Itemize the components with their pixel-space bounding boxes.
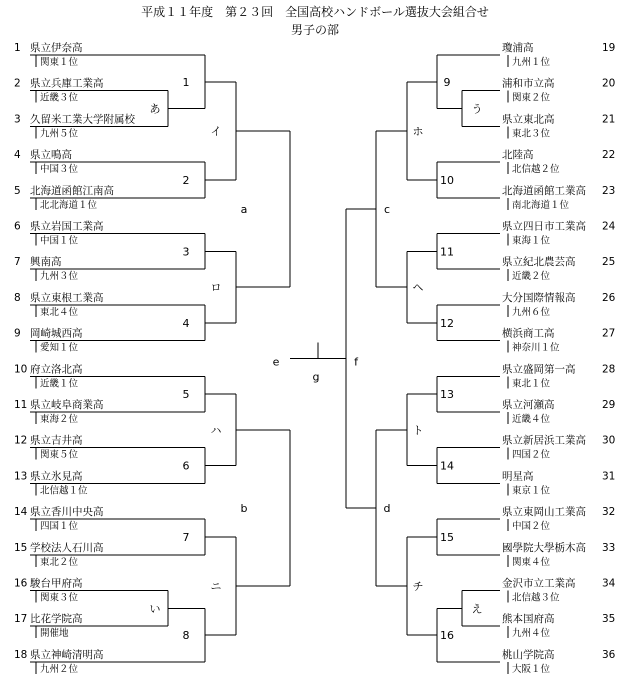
- left-team-region: 九州５位: [40, 128, 79, 140]
- left-team-name: 県立岩国工業高: [30, 220, 104, 233]
- left-team-region: 東北４位: [40, 306, 79, 318]
- left-team-number: 18: [14, 648, 28, 661]
- left-team-region: 中国１位: [40, 235, 79, 247]
- left-semi-label: e: [272, 355, 280, 369]
- right-team-region: 南北海道１位: [512, 199, 570, 211]
- right-team-number: 20: [602, 77, 616, 90]
- right-match-number: 10: [440, 173, 454, 187]
- right-team-name: 國學院大學栃木高: [502, 541, 586, 554]
- left-team-region: 関東３位: [40, 592, 79, 604]
- page-title: 平成１１年度 第２３回 全国高校ハンドボール選抜大会組合せ: [141, 5, 489, 19]
- right-team-name: 県立河瀬高: [502, 399, 555, 411]
- left-match-number: 6: [182, 459, 190, 473]
- left-team-name: 県立香川中央高: [30, 506, 104, 519]
- left-round2-label: ロ: [210, 281, 222, 295]
- right-team-number: 29: [602, 399, 616, 411]
- right-team-name: 県立新居浜工業高: [502, 434, 586, 447]
- right-team-region: 北信越２位: [512, 164, 560, 176]
- left-team-region: 東海２位: [40, 414, 79, 425]
- right-team-name: 県立盛岡第一高: [502, 363, 576, 376]
- left-team-number: 4: [14, 149, 21, 162]
- right-match-number: 15: [440, 530, 454, 544]
- right-team-name: 金沢市立工業高: [502, 577, 576, 590]
- right-team-number: 30: [602, 434, 616, 447]
- left-team-number: 12: [14, 434, 28, 447]
- left-team-number: 2: [14, 77, 21, 90]
- left-team-number: 5: [14, 184, 21, 197]
- right-round3-label: c: [383, 202, 391, 216]
- right-team-name: 大分国際情報高: [502, 291, 576, 304]
- right-round2-label: チ: [412, 580, 424, 594]
- left-match-number: 2: [182, 173, 190, 187]
- right-team-name: 県立東北高: [502, 113, 555, 126]
- left-team-name: 府立洛北高: [30, 363, 83, 376]
- left-team-name: 県立氷見高: [30, 470, 83, 483]
- right-team-region: 関東２位: [512, 92, 551, 104]
- left-team-number: 16: [14, 577, 28, 590]
- left-team-number: 11: [14, 399, 28, 411]
- right-match-number: 13: [440, 388, 454, 402]
- left-team-number: 6: [14, 220, 21, 233]
- right-team-number: 34: [602, 577, 616, 590]
- right-team-name: 北海道函館工業高: [502, 184, 586, 197]
- right-team-region: 関東４位: [512, 556, 551, 568]
- left-team-name: 県立岐阜商業高: [30, 399, 104, 411]
- left-team-region: 中国３位: [40, 164, 79, 176]
- left-team-name: 北海道函館江南高: [30, 184, 114, 197]
- left-team-name: 学校法人石川高: [30, 541, 104, 554]
- left-team-region: 愛知１位: [40, 342, 79, 354]
- right-prelim-label: う: [471, 102, 483, 116]
- right-team-name: 瓊浦高: [502, 42, 534, 54]
- left-prelim-label: い: [149, 602, 161, 616]
- right-team-number: 31: [602, 470, 616, 483]
- left-round3-label: b: [240, 501, 248, 515]
- right-team-name: 県立紀北農芸高: [502, 256, 576, 269]
- right-team-name: 横浜商工高: [502, 327, 555, 340]
- left-round2-label: ニ: [210, 580, 222, 594]
- right-team-number: 36: [602, 648, 616, 661]
- right-team-region: 東北３位: [512, 128, 551, 140]
- right-team-region: 神奈川１位: [512, 342, 560, 354]
- left-round2-label: イ: [210, 124, 222, 138]
- right-team-number: 27: [602, 327, 616, 340]
- right-team-name: 県立四日市工業高: [502, 220, 586, 233]
- right-team-number: 32: [602, 506, 616, 519]
- left-team-number: 10: [14, 363, 28, 376]
- right-round2-label: ヘ: [412, 281, 424, 295]
- right-team-number: 21: [602, 113, 616, 126]
- left-team-number: 8: [14, 291, 21, 304]
- right-team-number: 24: [602, 220, 616, 233]
- left-team-region: 関東１位: [40, 57, 79, 68]
- right-match-number: 14: [440, 459, 454, 473]
- left-prelim-label: あ: [149, 102, 161, 116]
- right-team-name: 桃山学院高: [502, 648, 555, 661]
- left-team-region: 北信越１位: [40, 485, 88, 497]
- right-team-region: 大阪１位: [512, 663, 551, 675]
- left-team-name: 岡崎城西高: [30, 327, 83, 340]
- left-team-region: 近畿３位: [40, 92, 79, 104]
- right-team-region: 北信越３位: [512, 592, 560, 604]
- right-team-region: 四国２位: [512, 449, 551, 461]
- right-semi-label: f: [354, 355, 358, 369]
- right-team-number: 28: [602, 363, 616, 376]
- left-team-number: 9: [14, 327, 21, 340]
- right-team-region: 九州４位: [512, 628, 551, 640]
- right-team-number: 25: [602, 256, 616, 269]
- right-team-region: 九州１位: [512, 57, 551, 68]
- right-team-name: 明星高: [502, 470, 534, 483]
- right-team-name: 熊本国府高: [502, 613, 555, 626]
- right-round3-label: d: [383, 501, 391, 515]
- right-prelim-label: え: [471, 602, 483, 616]
- right-team-number: 19: [602, 42, 616, 54]
- left-team-number: 15: [14, 541, 28, 554]
- left-team-number: 3: [14, 113, 21, 126]
- left-match-number: 1: [182, 75, 190, 89]
- right-team-name: 浦和市立高: [502, 77, 555, 90]
- right-team-name: 県立東岡山工業高: [502, 506, 586, 519]
- left-team-name: 県立吉井高: [30, 434, 83, 447]
- left-team-region: 北北海道１位: [40, 199, 98, 211]
- right-team-number: 33: [602, 541, 616, 554]
- left-team-name: 県立伊奈高: [30, 42, 83, 54]
- left-team-number: 1: [14, 42, 21, 54]
- left-team-number: 13: [14, 470, 28, 483]
- right-match-number: 12: [440, 316, 454, 330]
- right-round2-label: ト: [412, 423, 424, 437]
- right-match-number: 9: [443, 75, 451, 89]
- right-team-region: 九州６位: [512, 306, 551, 318]
- right-team-region: 近畿４位: [512, 414, 551, 425]
- right-team-region: 東北１位: [512, 378, 551, 390]
- final-label: g: [312, 370, 320, 384]
- left-round2-label: ハ: [210, 423, 222, 437]
- left-team-name: 久留米工業大学附属校: [30, 113, 135, 126]
- left-match-number: 5: [182, 388, 190, 402]
- left-match-number: 4: [182, 316, 190, 330]
- left-team-region: 関東５位: [40, 449, 79, 461]
- left-match-number: 7: [182, 530, 190, 544]
- left-team-name: 比花学院高: [30, 613, 83, 626]
- right-team-number: 23: [602, 184, 616, 197]
- left-team-name: 県立兵庫工業高: [30, 77, 104, 90]
- left-team-number: 7: [14, 256, 21, 269]
- right-match-number: 11: [440, 245, 454, 259]
- left-round3-label: a: [240, 202, 248, 216]
- right-team-region: 東京１位: [512, 485, 551, 497]
- left-match-number: 3: [182, 245, 190, 259]
- left-team-number: 14: [14, 506, 28, 519]
- left-team-region: 東北２位: [40, 556, 79, 568]
- right-team-region: 近畿２位: [512, 271, 551, 283]
- right-match-number: 16: [440, 629, 454, 643]
- right-team-number: 22: [602, 149, 616, 162]
- left-team-name: 興南高: [30, 256, 62, 269]
- left-team-region: 四国１位: [40, 521, 79, 533]
- page-subtitle: 男子の部: [290, 23, 339, 37]
- left-team-name: 駿台甲府高: [30, 577, 83, 590]
- left-team-region: 九州２位: [40, 663, 79, 675]
- left-team-name: 県立東根工業高: [30, 291, 104, 304]
- left-team-name: 県立鳴高: [30, 149, 72, 162]
- right-team-number: 35: [602, 613, 616, 626]
- left-match-number: 8: [182, 629, 190, 643]
- right-team-name: 北陸高: [502, 149, 534, 162]
- left-team-name: 県立神崎清明高: [30, 648, 104, 661]
- right-team-region: 中国２位: [512, 521, 551, 533]
- right-team-region: 東海１位: [512, 235, 551, 247]
- left-team-region: 九州３位: [40, 271, 79, 283]
- left-team-region: 開催地: [40, 628, 69, 640]
- right-team-number: 26: [602, 291, 616, 304]
- right-round2-label: ホ: [412, 124, 424, 138]
- left-team-region: 近畿１位: [40, 378, 79, 390]
- left-team-number: 17: [14, 613, 28, 626]
